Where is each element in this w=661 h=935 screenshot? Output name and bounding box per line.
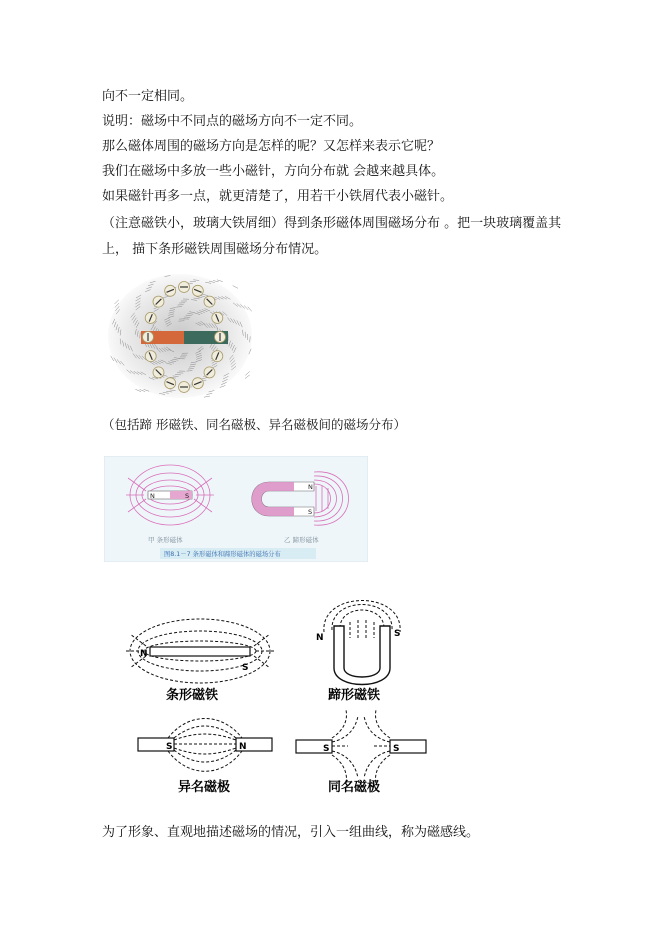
compass-needle xyxy=(179,382,190,393)
label-horseshoe-magnet: 蹄形磁铁 xyxy=(328,688,381,703)
bar-magnet-body xyxy=(150,647,250,656)
paragraph-5: 如果磁针再多一点，就更清楚了，用若干小铁屑代表小磁针。 xyxy=(102,189,454,204)
like-pole-s-right: S xyxy=(393,744,400,754)
paragraph-1: 向不一定相同。 xyxy=(102,89,194,104)
horseshoe-pole-s: S xyxy=(394,629,401,639)
pole-s-bar: S xyxy=(185,492,190,500)
like-field xyxy=(332,710,390,784)
label-horseshoe-cn: 乙 蹄形磁体 xyxy=(284,536,319,544)
unlike-pole-s: S xyxy=(166,742,173,752)
compass-needle xyxy=(153,296,164,307)
compass-needle xyxy=(145,351,156,362)
iron-filing xyxy=(115,300,119,304)
iron-filing xyxy=(245,371,250,375)
figure2-caption: 图8.1－7 条形磁体和蹄形磁体的磁场分布 xyxy=(164,551,281,558)
paragraph-7: 上， 描下条形磁铁周围磁场分布情况。 xyxy=(102,242,328,257)
iron-filing xyxy=(204,396,210,397)
paragraph-3: 那么磁体周围的磁场方向是怎样的呢？又怎样来表示它呢？ xyxy=(102,139,441,154)
pole-s-horseshoe: S xyxy=(308,508,313,516)
compass-needle xyxy=(192,378,203,389)
label-bar-cn: 甲 条形磁体 xyxy=(148,536,183,544)
label-unlike-poles: 异名磁极 xyxy=(178,780,231,795)
compass-needle xyxy=(212,351,223,362)
compass-needle xyxy=(165,285,176,296)
compass-needle xyxy=(143,332,154,343)
paragraph-2: 说明：磁场中不同点的磁场方向不一定不同。 xyxy=(102,114,363,129)
iron-filing xyxy=(206,393,212,394)
compass-needle xyxy=(204,367,215,378)
compass-needle xyxy=(145,312,156,323)
label-bar-magnet: 条形磁铁 xyxy=(166,688,219,703)
like-pole-s-left: S xyxy=(323,744,330,754)
compass-needle xyxy=(204,296,215,307)
iron-filings-photo xyxy=(105,270,255,402)
pole-n-bar: N xyxy=(150,492,155,500)
compass-needle xyxy=(212,312,223,323)
compass-needle xyxy=(192,285,203,296)
iron-filing xyxy=(248,307,252,312)
compass-needle xyxy=(153,367,164,378)
paragraph-4: 我们在磁场中多放一些小磁针，方向分布就 会越来越具体。 xyxy=(102,164,445,179)
bar-pole-n: N xyxy=(140,649,148,659)
conclusion: 为了形象、直观地描述磁场的情况，引入一组曲线，称为磁感线。 xyxy=(102,825,480,840)
unlike-field xyxy=(168,719,242,772)
label-like-poles: 同名磁极 xyxy=(328,780,381,795)
pole-n-horseshoe: N xyxy=(308,483,313,491)
iron-filing xyxy=(217,280,223,282)
compass-needle xyxy=(165,378,176,389)
bar-pole-s: S xyxy=(242,663,249,673)
iron-filing xyxy=(233,286,238,289)
compass-needle xyxy=(215,332,226,343)
horseshoe-pole-n: N xyxy=(316,633,324,643)
horseshoe-body xyxy=(334,626,390,685)
paragraph-6: （注意磁铁小，玻璃大铁屑细）得到条形磁体周围磁场分布 。把一块玻璃覆盖其 xyxy=(102,216,562,231)
field-line-diagrams xyxy=(118,598,438,802)
caption-include: （包括蹄 形磁铁、同名磁极、异名磁极间的磁场分布） xyxy=(102,417,406,432)
unlike-pole-n: N xyxy=(239,742,247,752)
compass-needle xyxy=(179,282,190,293)
textbook-figure xyxy=(104,456,368,562)
iron-filing xyxy=(245,375,250,379)
